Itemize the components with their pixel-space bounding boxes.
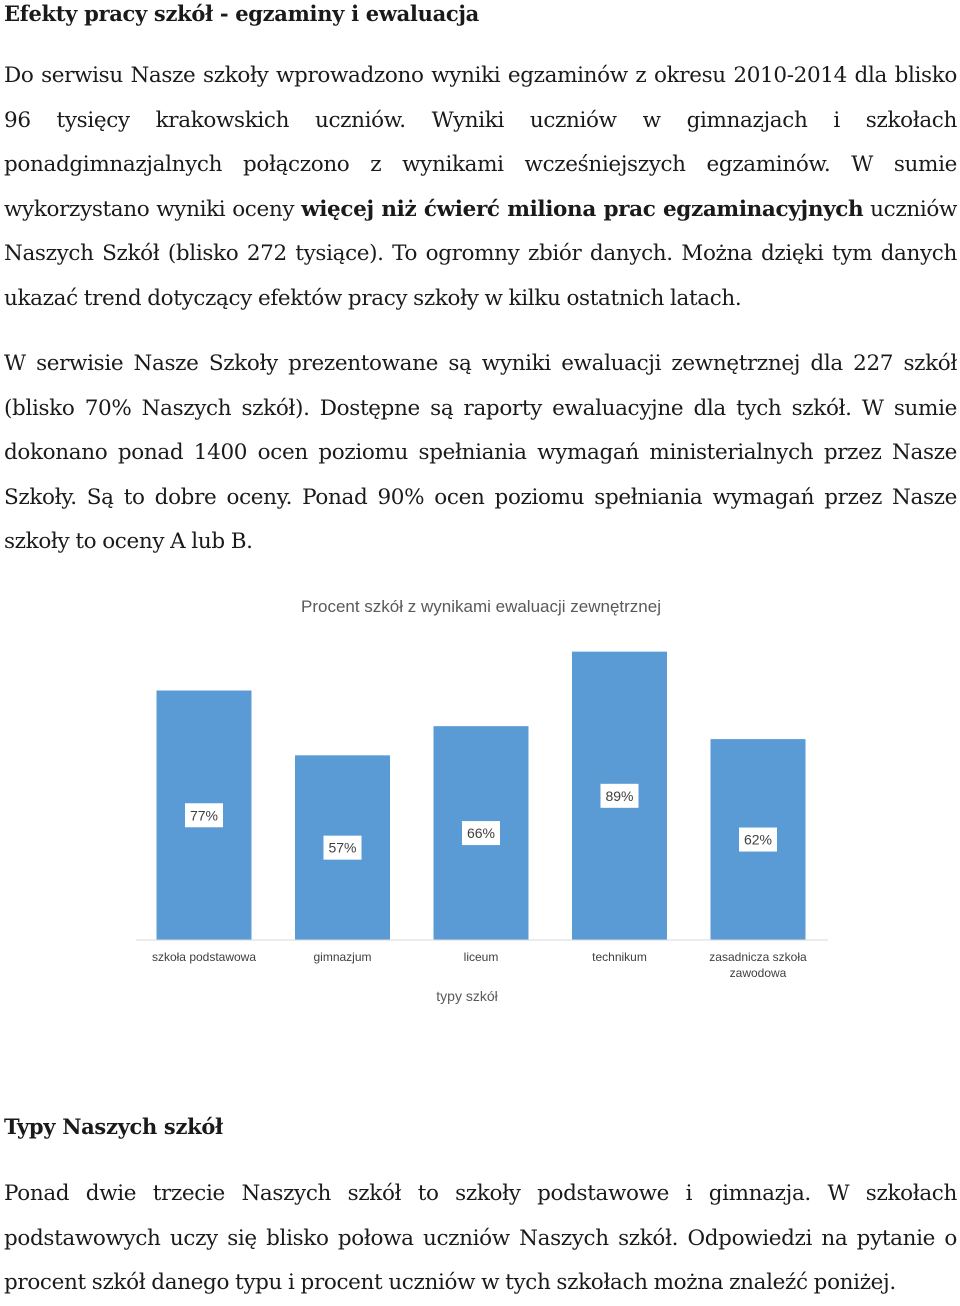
category-label: gimnazjum [313,950,372,964]
category-label: liceum [463,950,499,964]
paragraph-exams [4,54,957,321]
data-label: 89% [605,787,634,804]
data-label: 62% [743,831,773,848]
x-axis-title: typy szkół [436,988,498,1004]
paragraph-text: uczniów Naszych Szkół (blisko 272 tysiące). To ogromny zbiór danych. Można dzięki tym danych ukazać trend dotyczący efektów pracy szkoły w kilku ostatnich latach. [4,196,957,311]
evaluation-bar-chart [0,584,960,1024]
data-label: 77% [189,807,219,824]
data-label: 66% [466,825,496,842]
data-label: 57% [328,839,357,856]
document-page [4,0,957,565]
chart-title: Procent szkół z wynikami ewaluacji zewnętrznej [301,597,661,616]
labels-group [152,950,807,980]
section-title: Efekty pracy szkół - egzaminy i ewaluacja [4,1,479,26]
paragraph-evaluation: W serwisie Nasze Szkoły prezentowane są wyniki ewaluacji zewnętrznej dla 227 szkół (blisko 70% Naszych szkół). Dostępne są raporty ewaluacyjne dla tych szkół. W sumie dokonano ponad 1400 ocen poziomu spełniania wymagań ministerialnych przez Nasze Szkoły. Są to dobre oceny. Ponad 90% ocen poziomu spełniania wymagań przez Nasze szkoły to oceny A lub B. [4,351,957,554]
paragraph-text: Do serwisu Nasze szkoły wprowadzono wyniki egzaminów z okresu 2010-2014 dla blisko 96 tysięcy krakowskich uczniów. Wyniki uczniów w gimnazjach i szkołach ponadgimnazjalnych połączono z wynikami wcześniejszych egzaminów. W sumie wykorzystano wyniki oceny [4,63,957,222]
category-label: zasadnicza szkoła [709,950,807,964]
section-title-types: Typy Naszych szkół [4,1114,223,1139]
paragraph-types: Ponad dwie trzecie Naszych szkół to szkoły podstawowe i gimnazja. W szkołach podstawowych uczy się blisko połowa uczniów Naszych szkół. Odpowiedzi na pytanie o procent szkół danego typu i procent uczniów w tych szkołach można znaleźć poniżej. [4,1181,957,1295]
bars-group [157,652,806,940]
chart-svg [0,584,960,1024]
category-label: zawodowa [729,966,787,980]
category-label: szkoła podstawowa [151,950,257,964]
bold-phrase: więcej niż ćwierć miliona prac egzaminacyjnych [301,196,864,222]
category-label: technikum [592,950,647,964]
